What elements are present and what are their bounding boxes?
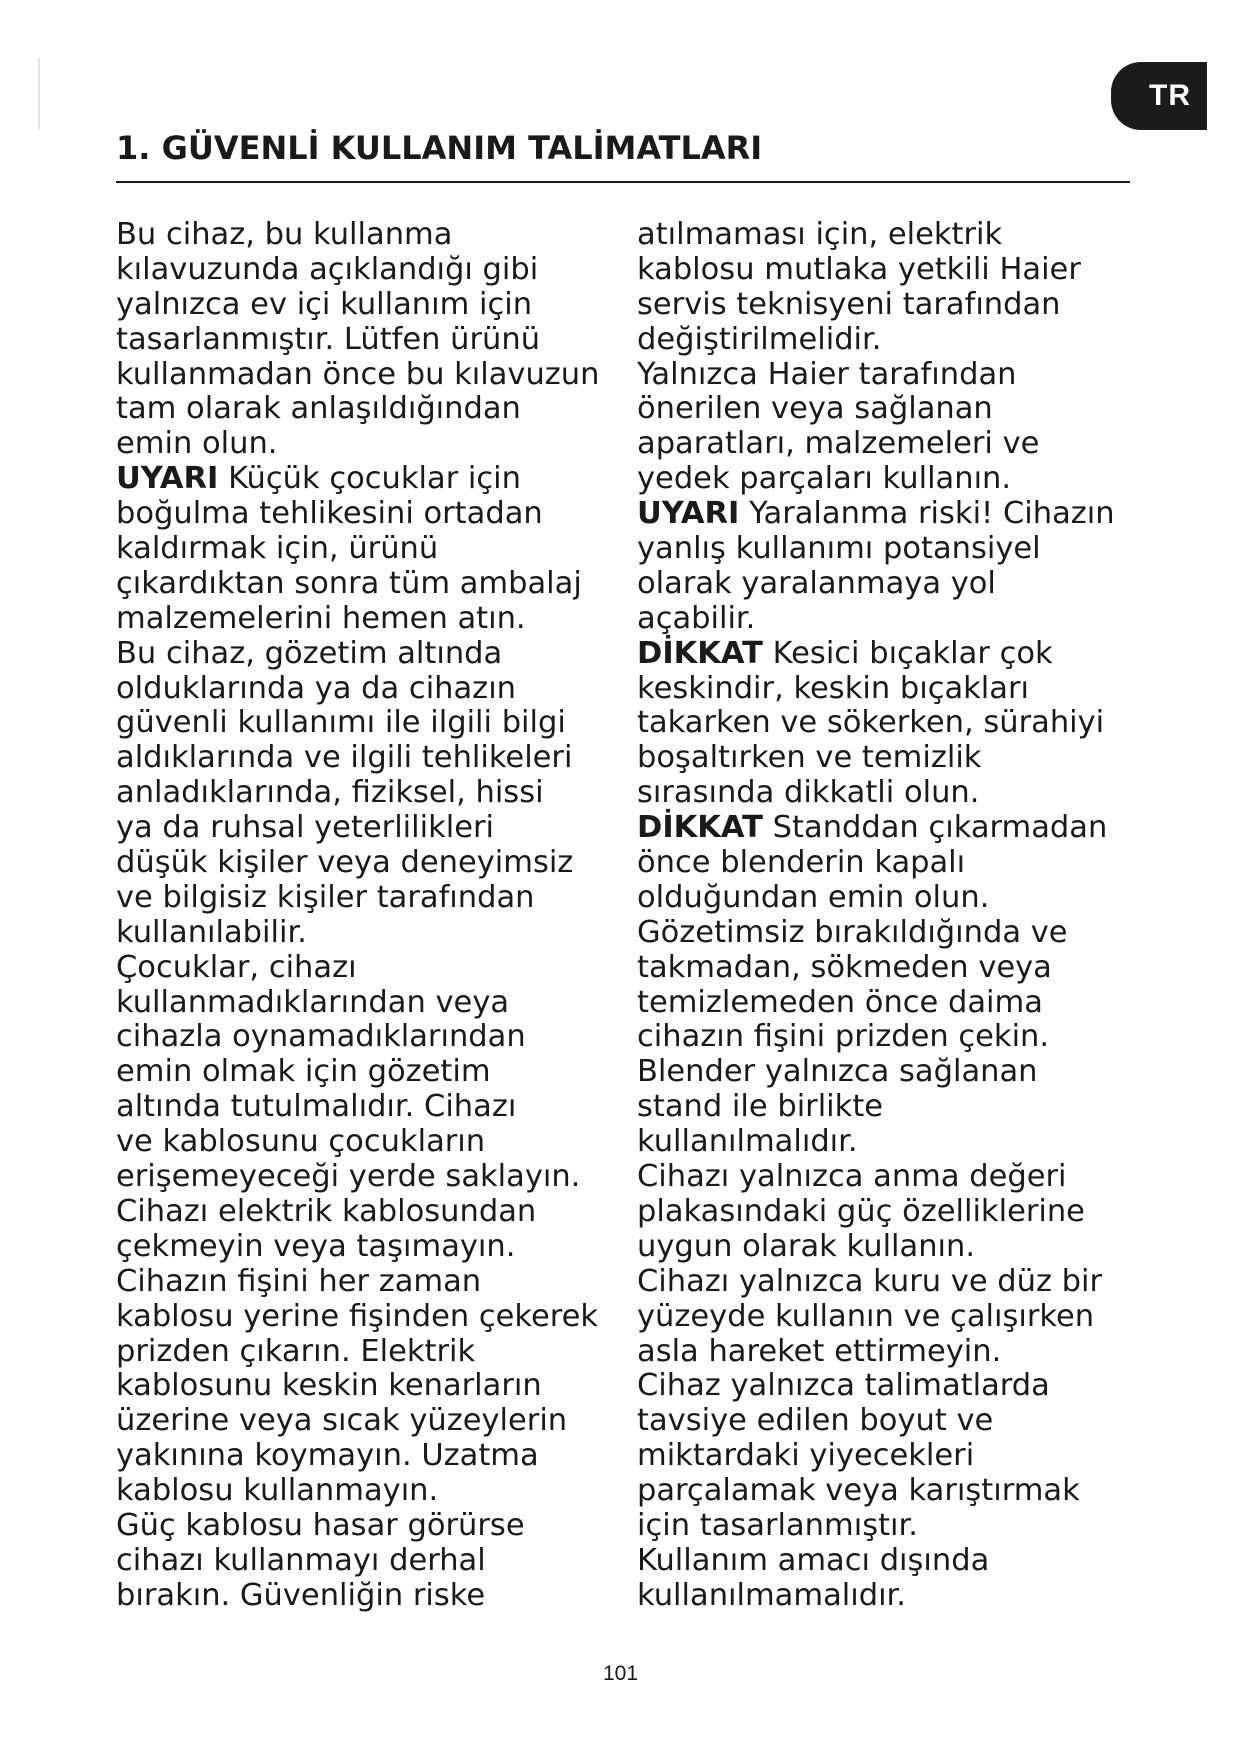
text-line [637,253,1157,288]
line-text: yüzeyde kullanın ve çalışırken [637,1298,1095,1334]
line-text: boşaltırken ve temizlik [637,740,982,776]
line-text: cihazın fişini prizden çekin. [637,1019,1050,1055]
text-line [116,951,626,986]
line-text: Cihaz yalnızca talimatlarda [637,1368,1050,1404]
text-line [637,1195,1157,1230]
line-text: parçalamak veya karıştırmak [637,1473,1080,1509]
text-line [637,1160,1157,1195]
text-line [637,637,1157,672]
line-text: ve bilgisiz kişiler tarafından [116,879,535,915]
text-line [637,532,1157,567]
text-line [116,253,626,288]
line-text: ve kablosunu çocukların [116,1124,486,1160]
line-text: boğulma tehlikesini ortadan [116,496,543,532]
line-text: sırasında dikkatli olun. [637,775,980,811]
text-line [116,776,626,811]
line-text: olarak yaralanmaya yol [637,565,996,601]
line-text: anladıklarında, fiziksel, hissi [116,775,544,811]
text-line [637,392,1157,427]
line-text: prizden çıkarın. Elektrik [116,1333,476,1369]
line-text: miktardaki yiyecekleri [637,1438,975,1474]
text-line [116,1125,626,1160]
warning-label: UYARI [116,461,219,497]
text-line [116,1439,626,1474]
text-line [116,427,626,462]
text-line [116,1509,626,1544]
text-line [637,1439,1157,1474]
text-line [116,672,626,707]
text-line [637,323,1157,358]
line-text: yalnızca ev içi kullanım için [116,286,533,322]
right-column [637,218,1157,1614]
text-line [116,532,626,567]
line-text: Çocuklar, cihazı [116,949,357,985]
text-line [116,358,626,393]
text-line [116,288,626,323]
text-line [116,323,626,358]
text-line [116,637,626,672]
line-text: önerilen veya sağlanan [637,391,993,427]
line-text: tasarlanmıştır. Lütfen ürünü [116,321,541,357]
text-line [637,1090,1157,1125]
text-line [637,1369,1157,1404]
line-text: bırakın. Güvenliğin riske [116,1577,486,1613]
line-text: Cihazı elektrik kablosundan [116,1193,537,1229]
line-text: açabilir. [637,600,756,636]
line-text: atılmaması için, elektrik [637,217,1003,252]
text-line [116,1300,626,1335]
text-line [637,427,1157,462]
text-line [637,986,1157,1021]
text-line [637,602,1157,637]
page-number: 101 [602,1662,639,1685]
text-line [637,497,1157,532]
line-text: altında tutulmalıdır. Cihazı [116,1089,517,1125]
text-line [637,672,1157,707]
text-line [637,951,1157,986]
text-line [116,916,626,951]
warning-label: DİKKAT [637,635,763,671]
line-text: düşük kişiler veya deneyimsiz [116,845,574,881]
text-line [637,288,1157,323]
text-line [637,1055,1157,1090]
text-line [637,916,1157,951]
line-text: plakasındaki güç özelliklerine [637,1193,1085,1229]
line-text: cihazı kullanmayı derhal [116,1542,486,1578]
text-line [637,706,1157,741]
text-line [637,1335,1157,1370]
line-text: Cihazın fişini her zaman [116,1263,482,1299]
page-title: 1. GÜVENLİ KULLANIM TALİMATLARI [116,129,763,167]
line-text: için tasarlanmıştır. [637,1507,918,1543]
text-line [637,1404,1157,1439]
text-line [637,811,1157,846]
line-text: yanlış kullanımı potansiyel [637,531,1041,567]
text-line [116,1160,626,1195]
text-line [637,1474,1157,1509]
line-text: kablosu mutlaka yetkili Haier [637,251,1081,287]
line-text: kullanmadıklarından veya [116,984,510,1020]
line-text: tam olarak anlaşıldığından [116,391,521,427]
text-line [116,1265,626,1300]
line-text: Gözetimsiz bırakıldığında ve [637,914,1068,950]
line-text: stand ile birlikte [637,1089,884,1125]
text-line [637,1544,1157,1579]
text-line [116,1335,626,1370]
line-text: değiştirilmelidir. [637,321,882,357]
text-line [116,1055,626,1090]
left-column [116,218,626,1614]
line-text: kaldırmak için, ürünü [116,531,439,567]
text-line [116,1474,626,1509]
line-text: Küçük çocuklar için [218,461,521,497]
text-line [116,497,626,532]
text-line [116,811,626,846]
margin-rule [38,58,40,130]
line-text: emin olun. [116,426,278,462]
text-line [637,462,1157,497]
line-text: Cihazı yalnızca anma değeri [637,1159,1067,1195]
text-line [637,881,1157,916]
text-line [116,1090,626,1125]
text-line [637,1509,1157,1544]
text-line [637,567,1157,602]
text-line [116,1369,626,1404]
line-text: erişemeyeceği yerde saklayın. [116,1159,581,1195]
line-text: kablosunu keskin kenarların [116,1368,542,1404]
line-text: Blender yalnızca sağlanan [637,1054,1038,1090]
text-line [637,218,1157,253]
line-text: asla hareket ettirmeyin. [637,1333,1002,1369]
line-text: aparatları, malzemeleri ve [637,426,1040,462]
line-text: Cihazı yalnızca kuru ve düz bir [637,1263,1103,1299]
text-line [637,846,1157,881]
line-text: önce blenderin kapalı [637,845,966,881]
text-line [116,602,626,637]
line-text: Kullanım amacı dışında [637,1542,990,1578]
text-line [116,881,626,916]
line-text: keskindir, keskin bıçakları [637,670,1029,706]
line-text: malzemelerini hemen atın. [116,600,526,636]
text-line [116,462,626,497]
line-text: takmadan, sökmeden veya [637,949,1052,985]
text-line [116,218,626,253]
language-tab: TR [1111,62,1207,130]
text-line [116,1579,626,1614]
line-text: cihazla oynamadıklarından [116,1019,526,1055]
line-text: olduklarında ya da cihazın [116,670,516,706]
text-line [116,392,626,427]
text-line [637,1579,1157,1614]
line-text: temizlemeden önce daima [637,984,1043,1020]
text-line [116,1195,626,1230]
line-text: servis teknisyeni tarafından [637,286,1061,322]
text-line [637,1300,1157,1335]
line-text: kılavuzunda açıklandığı gibi [116,251,539,287]
line-text: kullanılmamalıdır. [637,1577,906,1613]
line-text: kullanılmalıdır. [637,1124,858,1160]
text-line [116,986,626,1021]
text-line [116,1020,626,1055]
line-text: emin olmak için gözetim [116,1054,491,1090]
text-line [116,1544,626,1579]
line-text: Kesici bıçaklar çok [762,635,1053,671]
line-text: Güç kablosu hasar görürse [116,1507,525,1543]
text-line [637,741,1157,776]
text-line [116,846,626,881]
line-text: Bu cihaz, gözetim altında [116,635,503,671]
line-text: takarken ve sökerken, sürahiyi [637,705,1105,741]
text-line [637,1125,1157,1160]
text-line [116,567,626,602]
line-text: yakınına koymayın. Uzatma [116,1438,539,1474]
line-text: kullanılabilir. [116,914,307,950]
line-text: üzerine veya sıcak yüzeylerin [116,1403,568,1439]
line-text: kablosu yerine fişinden çekerek [116,1298,599,1334]
text-line [637,358,1157,393]
line-text: uygun olarak kullanın. [637,1228,976,1264]
text-line [116,706,626,741]
text-line [116,741,626,776]
text-line [637,776,1157,811]
line-text: olduğundan emin olun. [637,879,990,915]
line-text: tavsiye edilen boyut ve [637,1403,994,1439]
line-text: çıkardıktan sonra tüm ambalaj [116,565,582,601]
line-text: Yalnızca Haier tarafından [637,356,1017,392]
text-line [637,1230,1157,1265]
text-line [637,1020,1157,1055]
text-line [637,1265,1157,1300]
line-text: yedek parçaları kullanın. [637,461,1012,497]
text-line [116,1404,626,1439]
warning-label: UYARI [637,496,740,532]
line-text: çekmeyin veya taşımayın. [116,1228,516,1264]
line-text: kullanmadan önce bu kılavuzun [116,356,600,392]
line-text: kablosu kullanmayın. [116,1473,439,1509]
line-text: güvenli kullanımı ile ilgili bilgi [116,705,566,741]
warning-label: DİKKAT [637,810,763,846]
line-text: Standdan çıkarmadan [762,810,1108,846]
line-text: aldıklarında ve ilgili tehlikeleri [116,740,573,776]
text-line [116,1230,626,1265]
title-divider [116,181,1130,183]
line-text: ya da ruhsal yeterlilikleri [116,810,495,846]
line-text: Bu cihaz, bu kullanma [116,217,453,252]
line-text: Yaralanma riski! Cihazın [739,496,1115,532]
